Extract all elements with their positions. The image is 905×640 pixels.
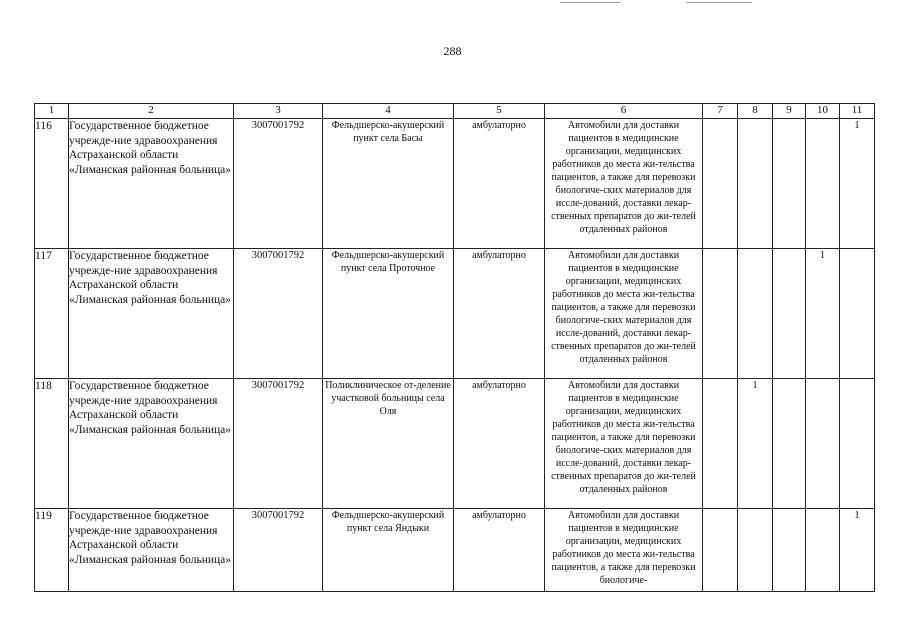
column-header: 6	[545, 104, 703, 119]
count-col-9	[773, 119, 806, 249]
table-row	[35, 509, 875, 592]
column-header: 9	[773, 104, 806, 119]
facilities-table	[34, 103, 875, 592]
vehicle-purpose: Автомобили для доставки пациентов в медицинские организации, медицинских работников до места жи-тельства пациентов, а также для перевозки биологиче-ских материалов для иссле-дований, доставки лекар-ственных препаратов до жи-телей отдаленных районов	[545, 379, 703, 509]
column-header: 8	[738, 104, 773, 119]
organization-name: Государственное бюджетное учрежде-ние здравоохранения Астраханской области «Лиманская районная больница»	[69, 119, 234, 249]
column-header: 10	[806, 104, 840, 119]
column-header: 3	[234, 104, 323, 119]
vehicle-purpose: Автомобили для доставки пациентов в медицинские организации, медицинских работников до места жи-тельства пациентов, а также для перевозки биологиче-	[545, 509, 703, 592]
count-col-10	[806, 379, 840, 509]
subdivision-name: Фельдшерско-акушерский пункт села Басы	[323, 119, 454, 249]
organization-inn: 3007001792	[234, 249, 323, 379]
organization-name: Государственное бюджетное учрежде-ние здравоохранения Астраханской области «Лиманская районная больница»	[69, 509, 234, 592]
organization-inn: 3007001792	[234, 379, 323, 509]
column-header: 11	[840, 104, 875, 119]
row-number: 119	[35, 509, 69, 592]
column-header: 2	[69, 104, 234, 119]
count-col-8	[738, 249, 773, 379]
organization-name: Государственное бюджетное учрежде-ние здравоохранения Астраханской области «Лиманская районная больница»	[69, 249, 234, 379]
count-col-9	[773, 379, 806, 509]
organization-inn: 3007001792	[234, 509, 323, 592]
count-col-10	[806, 509, 840, 592]
table-row	[35, 119, 875, 249]
count-col-11	[840, 249, 875, 379]
count-col-7	[703, 249, 738, 379]
count-col-9	[773, 509, 806, 592]
count-col-11: 1	[840, 509, 875, 592]
care-conditions: амбулаторно	[454, 249, 545, 379]
subdivision-name: Фельдшерско-акушерский пункт села Проточное	[323, 249, 454, 379]
vehicle-purpose: Автомобили для доставки пациентов в медицинские организации, медицинских работников до места жи-тельства пациентов, а также для перевозки биологиче-ских материалов для иссле-дований, доставки лекар-ственных препаратов до жи-телей отдаленных районов	[545, 119, 703, 249]
count-col-7	[703, 509, 738, 592]
page-number: 288	[443, 44, 462, 58]
count-col-8	[738, 119, 773, 249]
count-col-8	[738, 509, 773, 592]
subdivision-name: Поликлиническое от-деление участковой больницы села Оля	[323, 379, 454, 509]
count-col-7	[703, 119, 738, 249]
column-header: 1	[35, 104, 69, 119]
care-conditions: амбулаторно	[454, 379, 545, 509]
table-row	[35, 249, 875, 379]
organization-inn: 3007001792	[234, 119, 323, 249]
count-col-8: 1	[738, 379, 773, 509]
subdivision-name: Фельдшерско-акушерский пункт села Яндыки	[323, 509, 454, 592]
count-col-7	[703, 379, 738, 509]
column-header: 4	[323, 104, 454, 119]
care-conditions: амбулаторно	[454, 509, 545, 592]
row-number: 117	[35, 249, 69, 379]
count-col-9	[773, 249, 806, 379]
organization-name: Государственное бюджетное учрежде-ние здравоохранения Астраханской области «Лиманская районная больница»	[69, 379, 234, 509]
count-col-11	[840, 379, 875, 509]
column-header: 7	[703, 104, 738, 119]
scan-artifact-line	[560, 2, 620, 3]
column-header: 5	[454, 104, 545, 119]
row-number: 116	[35, 119, 69, 249]
scan-artifact-line	[686, 2, 752, 3]
count-col-11: 1	[840, 119, 875, 249]
care-conditions: амбулаторно	[454, 119, 545, 249]
count-col-10	[806, 119, 840, 249]
table-row	[35, 379, 875, 509]
count-col-10: 1	[806, 249, 840, 379]
vehicle-purpose: Автомобили для доставки пациентов в медицинские организации, медицинских работников до места жи-тельства пациентов, а также для перевозки биологиче-ских материалов для иссле-дований, доставки лекар-ственных препаратов до жи-телей отдаленных районов	[545, 249, 703, 379]
row-number: 118	[35, 379, 69, 509]
table-header-row	[35, 104, 875, 119]
